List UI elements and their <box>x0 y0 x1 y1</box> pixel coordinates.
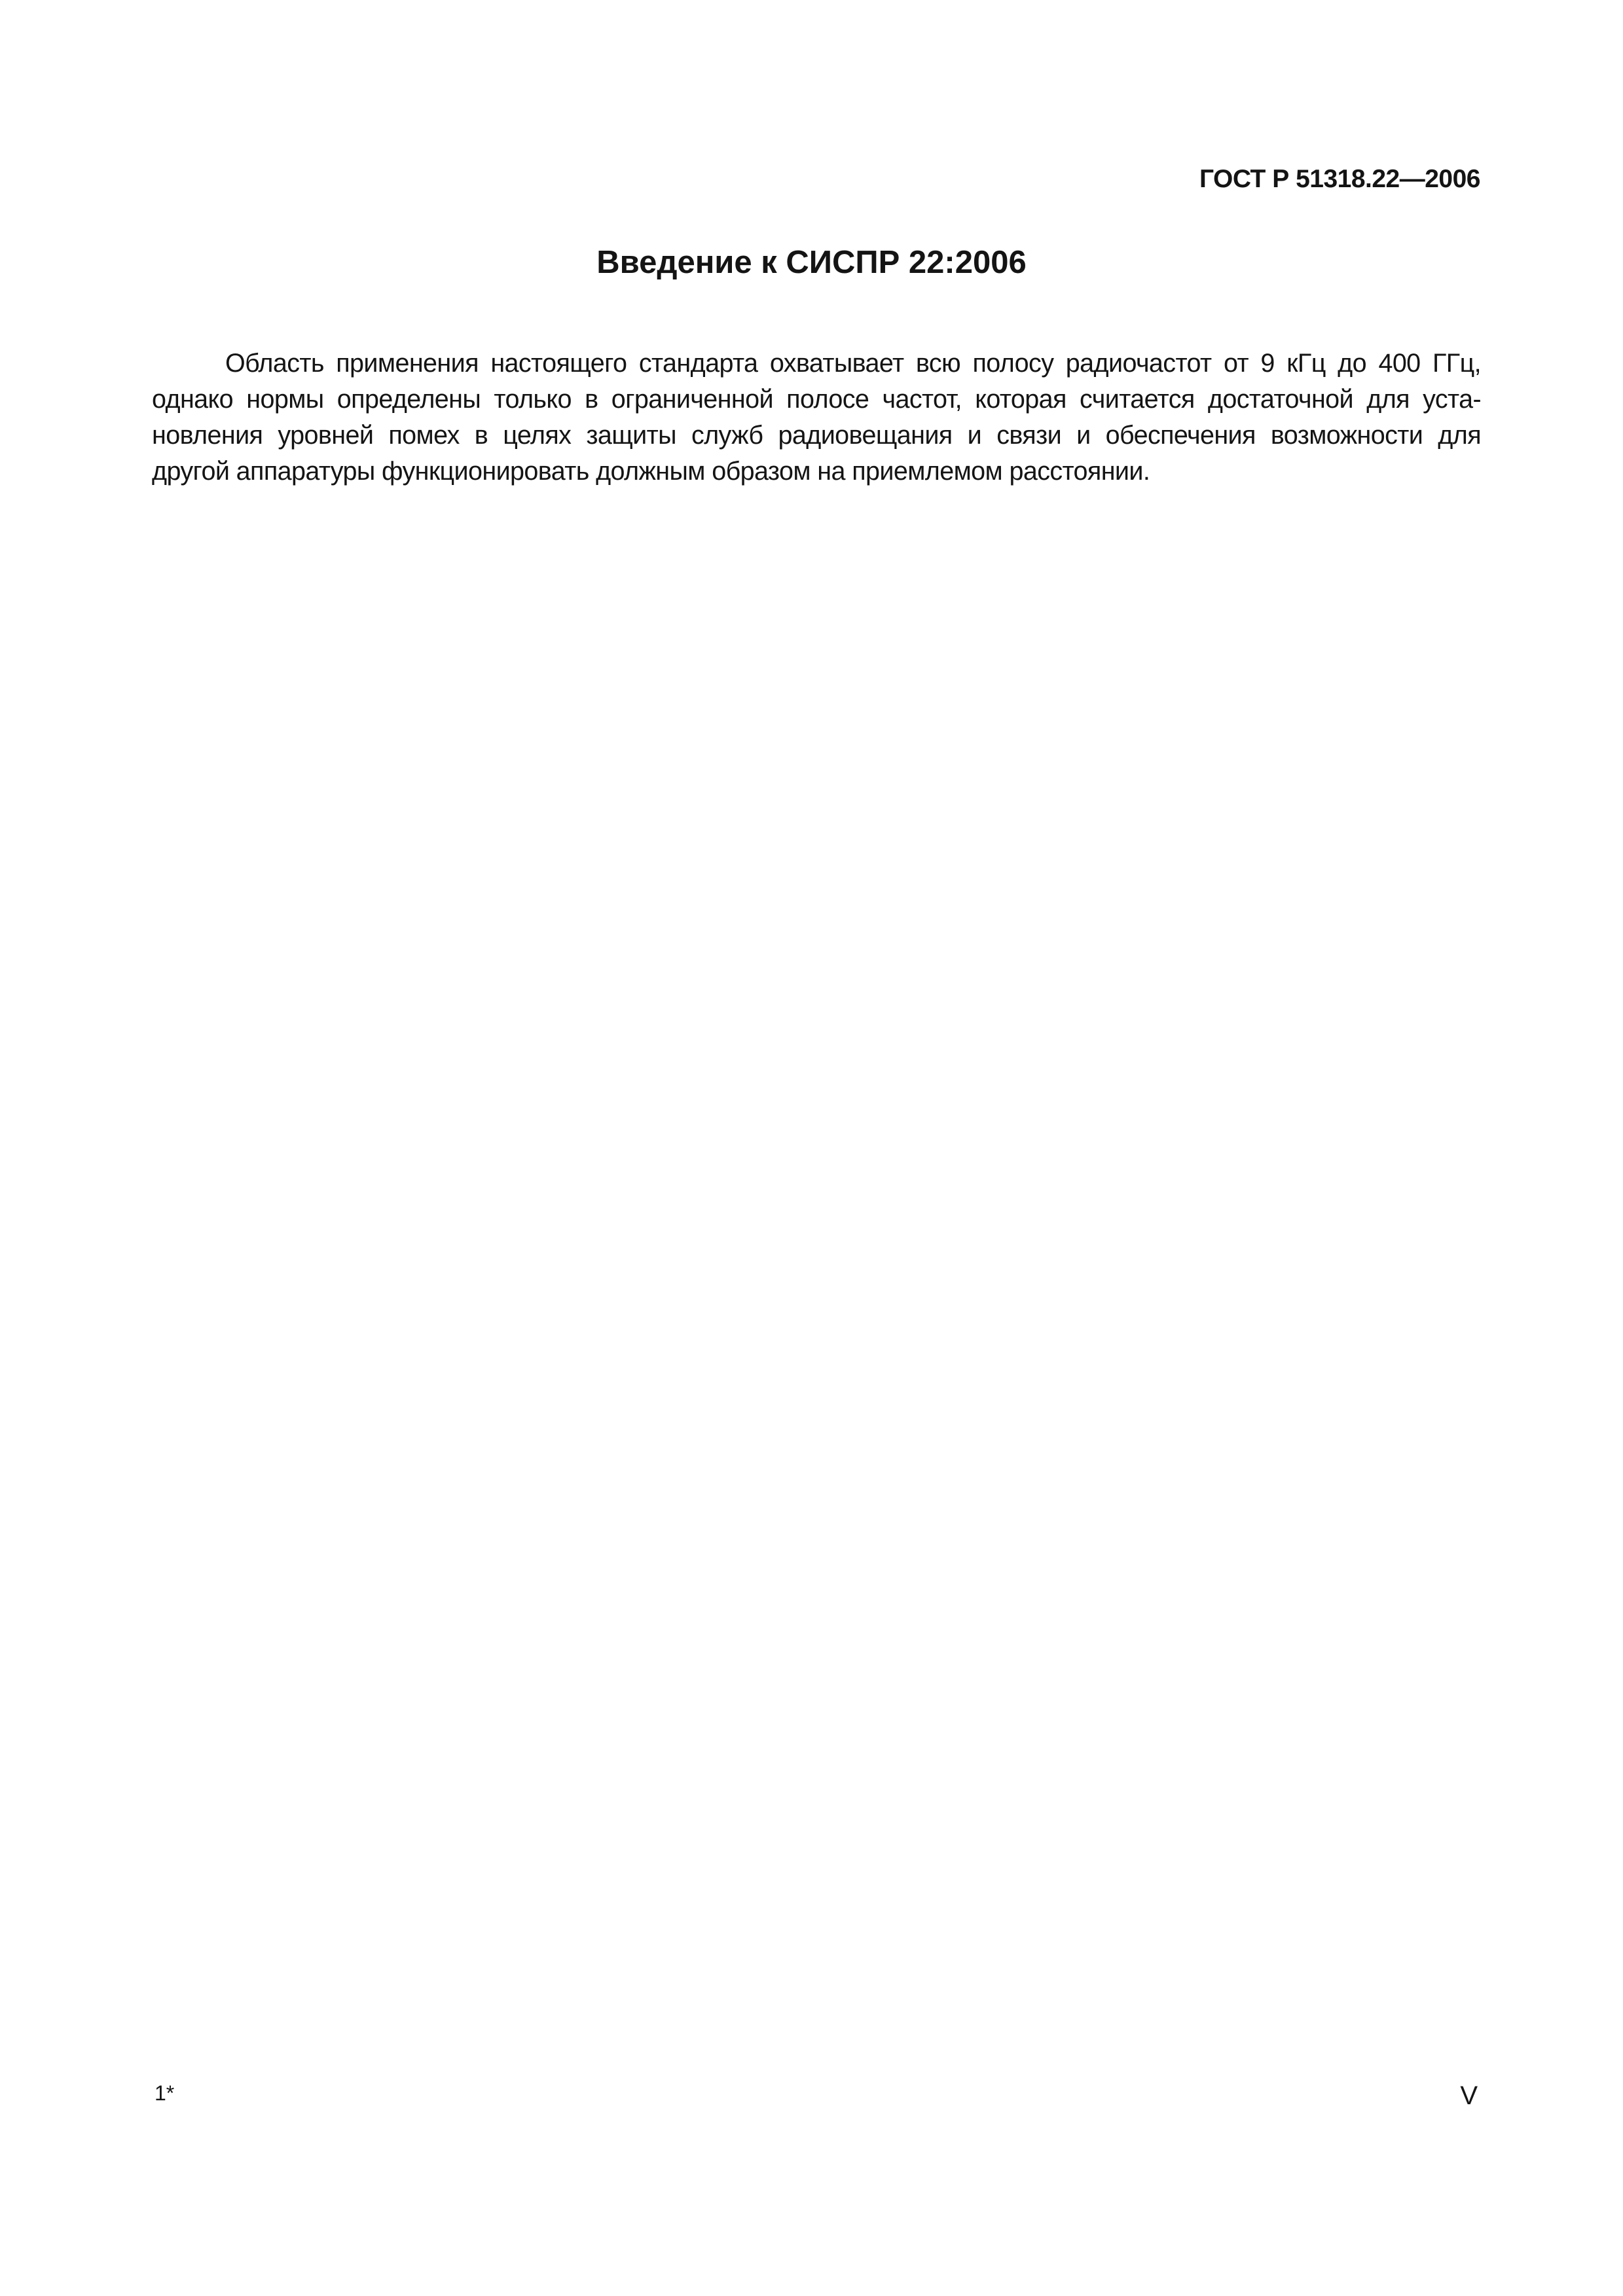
paragraph-line: однако нормы определены только в ограниченной полосе частот, которая считается достаточной для уста- <box>152 385 1481 414</box>
paragraph-line: Область применения настоящего стандарта охватывает всю полосу радиочастот от 9 кГц до 400 ГГц, <box>225 349 1481 378</box>
document-code-header: ГОСТ Р 51318.22—2006 <box>1199 165 1480 193</box>
paragraph-line: другой аппаратуры функционировать должным образом на приемлемом расстоянии. <box>152 457 1150 486</box>
section-title: Введение к СИСПР 22:2006 <box>596 245 1027 280</box>
intro-paragraph <box>152 346 1481 490</box>
signature-mark: 1* <box>155 2081 175 2105</box>
page-number: V <box>1460 2081 1478 2110</box>
paragraph-line: новления уровней помех в целях защиты служб радиовещания и связи и обеспечения возможности для <box>152 421 1481 450</box>
